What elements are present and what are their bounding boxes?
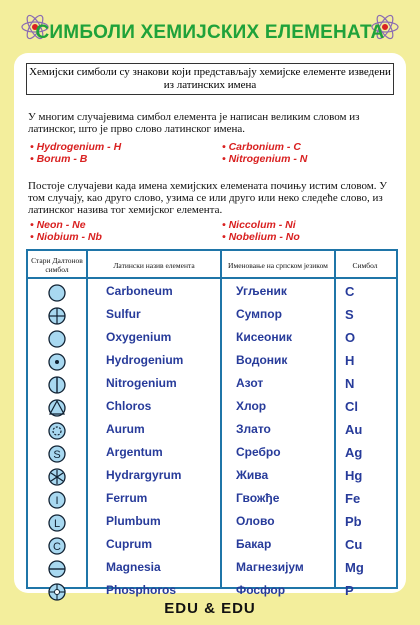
serbian-name: Водоник <box>236 353 288 367</box>
chemical-symbol: Au <box>345 422 363 437</box>
example-item: • Hydrogenium - H <box>30 141 122 153</box>
table-row <box>28 350 396 373</box>
example-item: • Niccolum - Ni <box>222 219 296 231</box>
gear-circle-icon <box>48 422 66 440</box>
serbian-name: Кисеоник <box>236 330 293 344</box>
wheel-circle-icon <box>48 583 66 601</box>
chemical-symbol: Cu <box>345 537 363 552</box>
table-header-serbian: Именовање на српском језиком <box>228 260 328 270</box>
table-row <box>28 465 396 488</box>
latin-name: Aurum <box>106 422 145 436</box>
circle-cross-icon <box>48 307 66 325</box>
serbian-name: Фосфор <box>236 583 286 597</box>
serbian-name: Сумпор <box>236 307 282 321</box>
serbian-name: Олово <box>236 514 275 528</box>
letter-c-circle-icon <box>48 537 66 555</box>
chemical-symbol: N <box>345 376 355 391</box>
page-title: СИМБОЛИ ХЕМИЈСКИХ ЕЛЕМЕНАТА <box>35 22 385 43</box>
table-row <box>28 281 396 304</box>
latin-name: Argentum <box>106 445 163 459</box>
serbian-name: Жива <box>236 468 269 482</box>
circle-icon <box>48 330 66 348</box>
table-row <box>28 419 396 442</box>
example-item: • Carbonium - C <box>222 141 301 153</box>
chemical-symbol: S <box>345 307 354 322</box>
table-row <box>28 442 396 465</box>
table-divider <box>28 277 396 279</box>
serbian-name: Угљеник <box>236 284 287 298</box>
intro-text: Хемијски симболи су знакови који представљају хемијске елементе изведени из латинских имена <box>29 66 391 91</box>
circle-vline-icon <box>48 376 66 394</box>
table-header-dalton: Стари Далтонов симбол <box>31 256 83 274</box>
chemical-symbol: H <box>345 353 355 368</box>
elements-table <box>26 249 398 598</box>
table-row <box>28 534 396 557</box>
latin-name: Plumbum <box>106 514 161 528</box>
circle-hline-icon <box>48 560 66 578</box>
latin-name: Ferrum <box>106 491 148 505</box>
latin-name: Nitrogenium <box>106 376 177 390</box>
asterisk-circle-icon <box>48 468 66 486</box>
svg-text:I: I <box>55 495 59 507</box>
example-item: • Nobelium - No <box>222 231 300 243</box>
example-item: • Neon - Ne <box>30 219 86 231</box>
chemical-symbol: C <box>345 284 355 299</box>
table-row <box>28 304 396 327</box>
latin-name: Hydrogenium <box>106 353 184 367</box>
serbian-name: Гвожђе <box>236 491 280 505</box>
table-row <box>28 488 396 511</box>
serbian-name: Хлор <box>236 399 267 413</box>
latin-name: Hydrargyrum <box>106 468 182 482</box>
content-card <box>14 53 406 598</box>
intro-box <box>26 63 394 95</box>
chemical-symbol: Ag <box>345 445 363 460</box>
letter-l-circle-icon <box>48 514 66 532</box>
circle-dot-icon <box>48 353 66 371</box>
serbian-name: Азот <box>236 376 264 390</box>
latin-name: Chloros <box>106 399 152 413</box>
circle-icon <box>48 284 66 302</box>
serbian-name: Злато <box>236 422 271 436</box>
letter-i-circle-icon <box>48 491 66 509</box>
serbian-name: Бакар <box>236 537 272 551</box>
table-row <box>28 557 396 580</box>
svg-text:C: C <box>53 541 61 553</box>
triangle-circle-icon <box>48 399 66 417</box>
chemical-symbol: Pb <box>345 514 362 529</box>
brand-logo: EDU & EDU <box>164 600 256 617</box>
table-row <box>28 327 396 350</box>
svg-text:S: S <box>53 449 61 461</box>
table-header-latin: Латински назив елемента <box>113 260 195 270</box>
latin-name: Carboneum <box>106 284 173 298</box>
table-row <box>28 373 396 396</box>
table-row <box>28 511 396 534</box>
table-row <box>28 396 396 419</box>
paragraph-1: У многим случајевима симбол елемента је написан великим словом из латинског, што је прво слово латинског имена. <box>28 111 360 135</box>
example-item: • Nitrogenium - N <box>222 153 308 165</box>
chemical-symbol: Mg <box>345 560 364 575</box>
chemical-symbol: Cl <box>345 399 358 414</box>
chemical-symbol: Hg <box>345 468 363 483</box>
example-item: • Niobium - Nb <box>30 231 102 243</box>
example-item: • Borum - B <box>30 153 88 165</box>
chemical-symbol: Fe <box>345 491 361 506</box>
latin-name: Magnesia <box>106 560 161 574</box>
latin-name: Cuprum <box>106 537 152 551</box>
letter-s-circle-icon <box>48 445 66 463</box>
chemical-symbol: O <box>345 330 356 345</box>
latin-name: Sulfur <box>106 307 141 321</box>
paragraph-2: Постоје случајеви када имена хемијских елемената почињу истим словом. У том случају, као друго слово, узима се или друго или неко следеће слово, из латинског назива тог хемијског елемента. <box>28 180 388 216</box>
latin-name: Phosphoros <box>106 583 177 597</box>
serbian-name: Сребро <box>236 445 281 459</box>
table-header-symbol: Симбол <box>352 260 378 270</box>
chemical-symbol: P <box>345 583 354 598</box>
serbian-name: Магнезијум <box>236 560 304 574</box>
latin-name: Oxygenium <box>106 330 172 344</box>
svg-text:L: L <box>53 518 61 530</box>
